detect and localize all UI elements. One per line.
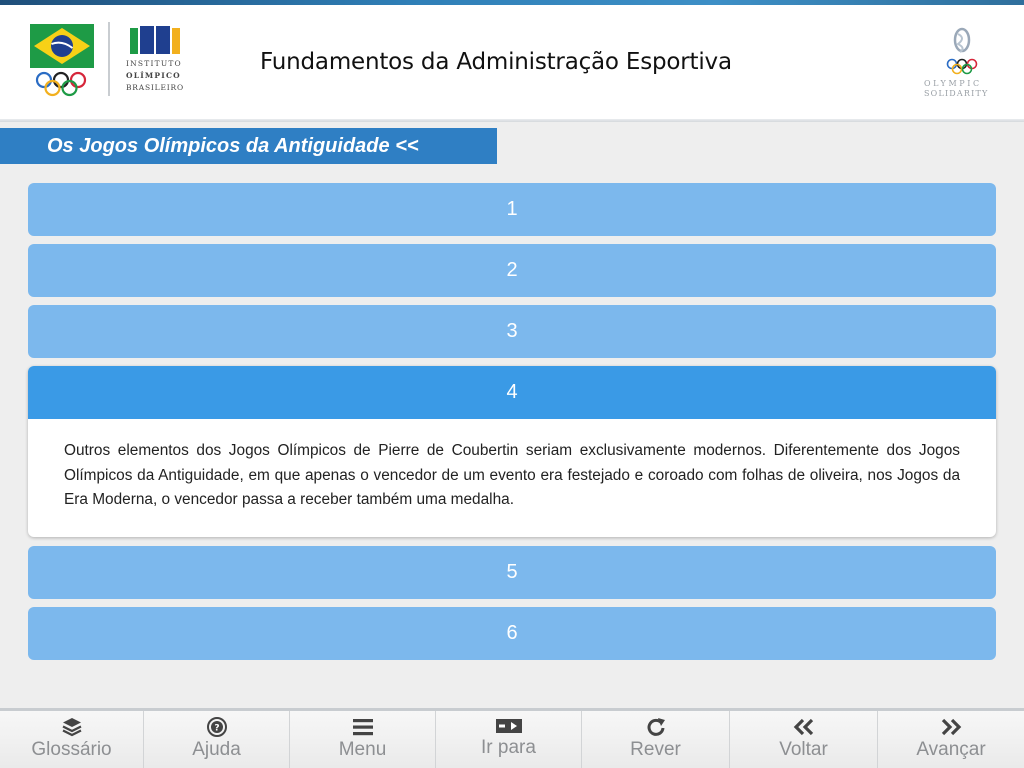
forward-label: Avançar <box>916 739 986 760</box>
goto-label: Ir para <box>481 737 536 758</box>
accordion-panel-4-text: Outros elementos dos Jogos Olímpicos de Pierre de Coubertin seriam exclusivamente modernos. Diferentemente dos Jogos Olímpicos da Antiguidade, em que apenas o vencedor de um evento era festejado e coroado com folhas de oliveira, nos Jogos da Era Moderna, o vencedor passa a receber também uma medalha. <box>64 442 960 508</box>
menu-icon <box>352 717 374 737</box>
svg-text:SOLIDARITY: SOLIDARITY <box>924 89 989 98</box>
iob-logo <box>124 26 188 98</box>
accordion-item-1[interactable]: 1 <box>28 183 996 236</box>
forward-button[interactable] <box>878 711 1024 768</box>
accordion-item-4[interactable]: 4 <box>28 366 996 419</box>
back-label: Voltar <box>779 739 828 760</box>
header <box>0 0 1024 122</box>
replay-button[interactable] <box>582 711 730 768</box>
help-icon <box>207 717 227 737</box>
svg-text:OLYMPIC: OLYMPIC <box>924 79 982 88</box>
replay-label: Rever <box>630 739 681 760</box>
svg-text:OLÍMPICO: OLÍMPICO <box>126 71 181 80</box>
replay-icon <box>646 717 666 737</box>
forward-icon <box>940 717 962 737</box>
glossary-label: Glossário <box>31 739 112 760</box>
page-title: Fundamentos da Administração Esportiva <box>260 49 732 75</box>
menu-button[interactable] <box>290 711 436 768</box>
back-icon <box>793 717 815 737</box>
accordion-item-5[interactable]: 5 <box>28 546 996 599</box>
accordion-item-2[interactable]: 2 <box>28 244 996 297</box>
goto-button[interactable] <box>436 711 582 768</box>
layers-icon <box>61 717 83 737</box>
accordion-item-3[interactable]: 3 <box>28 305 996 358</box>
help-label: Ajuda <box>192 739 241 760</box>
top-accent-strip <box>0 0 1024 5</box>
svg-text:BRASILEIRO: BRASILEIRO <box>126 83 184 92</box>
goto-icon <box>495 717 523 735</box>
section-title: Os Jogos Olímpicos da Antiguidade << <box>0 128 497 164</box>
svg-text:?: ? <box>213 723 220 734</box>
cob-logo <box>30 24 96 100</box>
svg-text:INSTITUTO: INSTITUTO <box>126 59 182 68</box>
back-button[interactable] <box>730 711 878 768</box>
olympic-solidarity-logo <box>920 24 1000 100</box>
help-button[interactable] <box>144 711 290 768</box>
glossary-button[interactable] <box>0 711 144 768</box>
accordion-item-6[interactable]: 6 <box>28 607 996 660</box>
logo-divider <box>108 22 110 96</box>
menu-label: Menu <box>338 739 387 760</box>
